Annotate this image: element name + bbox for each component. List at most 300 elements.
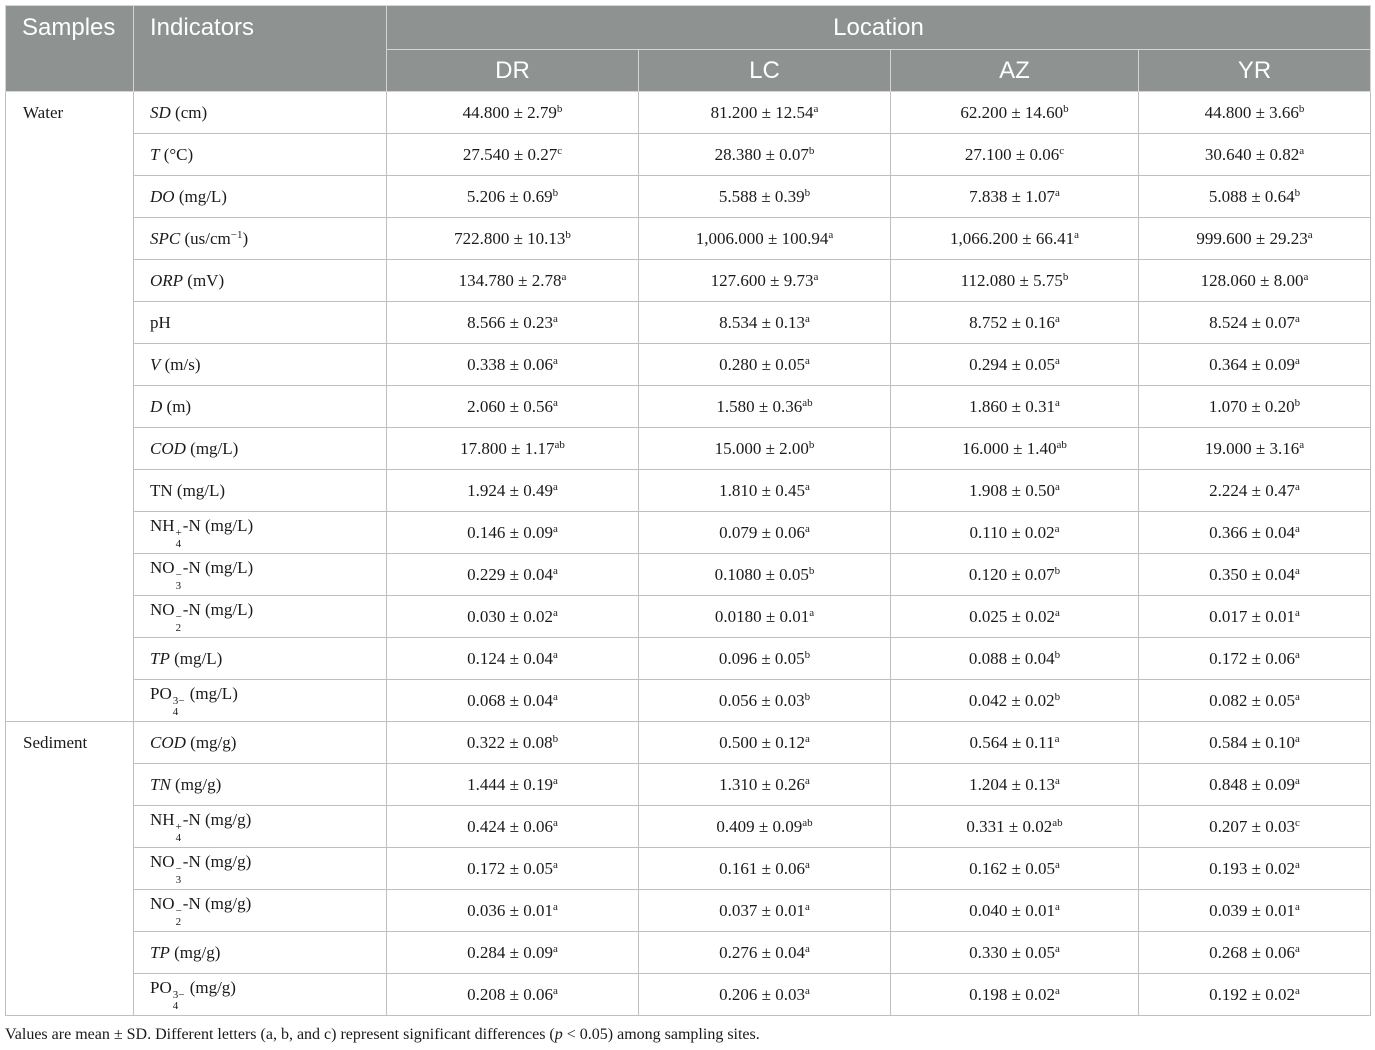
significance-letter: a bbox=[1054, 354, 1060, 367]
table-row bbox=[6, 806, 1371, 848]
data-table bbox=[5, 5, 1371, 1016]
value-mean-sd: 1,006.000 ± 100.94 bbox=[695, 228, 829, 248]
value-cell bbox=[1139, 176, 1371, 218]
value-cell bbox=[1139, 260, 1371, 302]
value-mean-sd: 27.540 ± 0.27 bbox=[462, 144, 558, 164]
indicator-symbol: NH bbox=[150, 515, 175, 535]
value-cell bbox=[639, 344, 891, 386]
value-cell bbox=[891, 176, 1139, 218]
indicator-symbol: T bbox=[150, 144, 160, 164]
value-cell bbox=[387, 764, 639, 806]
significance-letter: b bbox=[804, 648, 811, 661]
indicator-sub: 4 bbox=[175, 831, 182, 844]
value-mean-sd: 0.042 ± 0.02 bbox=[968, 690, 1055, 710]
value-mean-sd: 999.600 ± 29.23 bbox=[1196, 228, 1308, 248]
value-mean-sd: 0.229 ± 0.04 bbox=[467, 564, 553, 584]
table-row bbox=[6, 302, 1371, 344]
value-cell bbox=[387, 218, 639, 260]
significance-letter: a bbox=[804, 942, 810, 955]
indicator-symbol: SD bbox=[150, 102, 171, 122]
value-cell bbox=[1139, 554, 1371, 596]
significance-letter: a bbox=[1294, 648, 1300, 661]
indicator-symbol: NH bbox=[150, 809, 175, 829]
indicator-unit: (mg/g) bbox=[169, 942, 221, 962]
significance-letter: a bbox=[552, 606, 558, 619]
significance-letter: a bbox=[552, 774, 558, 787]
value-mean-sd: 0.030 ± 0.02 bbox=[467, 606, 553, 626]
indicator-cell bbox=[134, 974, 387, 1016]
value-cell bbox=[387, 512, 639, 554]
significance-letter: a bbox=[828, 228, 834, 241]
value-mean-sd: 0.1080 ± 0.05 bbox=[714, 564, 809, 584]
value-cell bbox=[891, 344, 1139, 386]
indicator-symbol: COD bbox=[150, 438, 186, 458]
value-cell bbox=[387, 848, 639, 890]
significance-letter: a bbox=[552, 522, 558, 535]
value-mean-sd: 27.100 ± 0.06 bbox=[964, 144, 1060, 164]
value-mean-sd: 1,066.200 ± 66.41 bbox=[950, 228, 1075, 248]
sample-group-label: Sediment bbox=[6, 722, 134, 1016]
value-mean-sd: 1.444 ± 0.19 bbox=[467, 774, 553, 794]
value-cell bbox=[639, 890, 891, 932]
value-mean-sd: 0.082 ± 0.05 bbox=[1209, 690, 1295, 710]
header-site-yr: YR bbox=[1139, 50, 1371, 92]
value-mean-sd: 5.588 ± 0.39 bbox=[718, 186, 805, 206]
table-row bbox=[6, 218, 1371, 260]
value-cell bbox=[639, 134, 891, 176]
header-indicators: Indicators bbox=[134, 6, 387, 92]
value-mean-sd: 44.800 ± 2.79 bbox=[462, 102, 557, 122]
indicator-sup: + bbox=[175, 526, 182, 539]
table-row bbox=[6, 470, 1371, 512]
indicator-cell bbox=[134, 512, 387, 554]
value-mean-sd: 0.040 ± 0.01 bbox=[969, 900, 1055, 920]
indicator-unit: (mg/L) bbox=[169, 648, 223, 668]
value-cell bbox=[891, 848, 1139, 890]
significance-letter: a bbox=[1294, 984, 1300, 997]
significance-letter: a bbox=[1054, 942, 1060, 955]
value-mean-sd: 0.124 ± 0.04 bbox=[467, 648, 553, 668]
indicator-sub: 4 bbox=[175, 537, 182, 550]
value-cell bbox=[387, 722, 639, 764]
indicator-cell bbox=[134, 134, 387, 176]
significance-letter: a bbox=[1054, 858, 1060, 871]
value-cell bbox=[639, 512, 891, 554]
value-cell bbox=[891, 806, 1139, 848]
significance-letter: a bbox=[804, 354, 810, 367]
value-cell bbox=[891, 428, 1139, 470]
significance-letter: a bbox=[1307, 228, 1313, 241]
value-mean-sd: 0.584 ± 0.10 bbox=[1209, 732, 1295, 752]
value-mean-sd: 8.752 ± 0.16 bbox=[969, 312, 1055, 332]
indicator-sup: − bbox=[175, 568, 182, 581]
value-mean-sd: 28.380 ± 0.07 bbox=[714, 144, 809, 164]
value-mean-sd: 0.350 ± 0.04 bbox=[1209, 564, 1295, 584]
value-mean-sd: 0.096 ± 0.05 bbox=[718, 648, 805, 668]
value-cell bbox=[891, 596, 1139, 638]
value-cell bbox=[639, 302, 891, 344]
value-mean-sd: 1.580 ± 0.36 bbox=[716, 396, 803, 416]
value-mean-sd: 722.800 ± 10.13 bbox=[454, 228, 566, 248]
indicator-symbol: NO bbox=[150, 893, 175, 913]
table-row bbox=[6, 92, 1371, 134]
indicator-sub: 4 bbox=[172, 705, 179, 718]
value-mean-sd: 0.338 ± 0.06 bbox=[467, 354, 553, 374]
indicator-symbol: PO bbox=[150, 977, 172, 997]
indicator-unit: (°C) bbox=[159, 144, 194, 164]
value-cell bbox=[639, 680, 891, 722]
indicator-symbol: TN bbox=[150, 480, 173, 500]
value-mean-sd: 81.200 ± 12.54 bbox=[710, 102, 814, 122]
significance-letter: a bbox=[1294, 690, 1300, 703]
value-mean-sd: 2.060 ± 0.56 bbox=[467, 396, 553, 416]
value-mean-sd: 0.036 ± 0.01 bbox=[467, 900, 553, 920]
significance-letter: ab bbox=[1052, 816, 1063, 829]
header-site-dr: DR bbox=[387, 50, 639, 92]
value-mean-sd: 15.000 ± 2.00 bbox=[714, 438, 809, 458]
indicator-cell bbox=[134, 218, 387, 260]
significance-letter: a bbox=[552, 858, 558, 871]
value-mean-sd: 8.534 ± 0.13 bbox=[719, 312, 805, 332]
value-mean-sd: 0.161 ± 0.06 bbox=[719, 858, 805, 878]
significance-letter: a bbox=[1074, 228, 1079, 241]
significance-letter: a bbox=[1299, 144, 1305, 157]
value-mean-sd: 0.276 ± 0.04 bbox=[719, 942, 805, 962]
significance-letter: a bbox=[1299, 438, 1305, 451]
value-cell bbox=[1139, 680, 1371, 722]
header-location: Location bbox=[387, 6, 1371, 50]
indicator-unit: (mg/g) bbox=[170, 774, 222, 794]
value-mean-sd: 0.172 ± 0.06 bbox=[1209, 648, 1295, 668]
value-cell bbox=[387, 554, 639, 596]
table-row bbox=[6, 680, 1371, 722]
significance-letter: a bbox=[1294, 480, 1300, 493]
table-row bbox=[6, 176, 1371, 218]
value-cell bbox=[387, 302, 639, 344]
table-row bbox=[6, 722, 1371, 764]
table-body bbox=[6, 92, 1371, 1016]
indicator-symbol: pH bbox=[150, 312, 171, 332]
indicator-cell bbox=[134, 848, 387, 890]
value-cell bbox=[891, 554, 1139, 596]
value-mean-sd: 0.068 ± 0.04 bbox=[467, 690, 553, 710]
value-cell bbox=[639, 722, 891, 764]
value-cell bbox=[891, 92, 1139, 134]
indicator-unit: (mg/g) bbox=[185, 977, 236, 997]
indicator-cell bbox=[134, 428, 387, 470]
value-cell bbox=[639, 92, 891, 134]
significance-letter: a bbox=[804, 522, 810, 535]
value-cell bbox=[387, 386, 639, 428]
indicator-sup: − bbox=[175, 904, 182, 917]
table-row bbox=[6, 260, 1371, 302]
value-mean-sd: 0.162 ± 0.05 bbox=[969, 858, 1055, 878]
value-mean-sd: 0.025 ± 0.02 bbox=[969, 606, 1055, 626]
significance-letter: b bbox=[808, 144, 815, 157]
value-mean-sd: 1.908 ± 0.50 bbox=[969, 480, 1055, 500]
value-mean-sd: 62.200 ± 14.60 bbox=[960, 102, 1064, 122]
table-row bbox=[6, 344, 1371, 386]
value-cell bbox=[387, 428, 639, 470]
value-cell bbox=[639, 554, 891, 596]
footnote-text-start: Values are mean ± SD. Different letters (a, b, and c) represent significant differences ( bbox=[5, 1026, 555, 1043]
value-mean-sd: 0.848 ± 0.09 bbox=[1209, 774, 1295, 794]
value-mean-sd: 0.280 ± 0.05 bbox=[719, 354, 805, 374]
indicator-subsup bbox=[176, 864, 182, 886]
table-row bbox=[6, 386, 1371, 428]
value-mean-sd: 0.424 ± 0.06 bbox=[467, 816, 553, 836]
indicator-subsup bbox=[176, 570, 182, 592]
footnote-text-end: < 0.05) among sampling sites. bbox=[562, 1026, 760, 1043]
significance-letter: a bbox=[1294, 522, 1300, 535]
significance-letter: b bbox=[552, 732, 559, 745]
significance-letter: a bbox=[552, 564, 558, 577]
value-mean-sd: 0.330 ± 0.05 bbox=[969, 942, 1055, 962]
value-mean-sd: 8.566 ± 0.23 bbox=[467, 312, 553, 332]
header-site-lc: LC bbox=[639, 50, 891, 92]
indicator-unit: (m) bbox=[162, 396, 192, 416]
value-mean-sd: 0.294 ± 0.05 bbox=[969, 354, 1055, 374]
table-row bbox=[6, 134, 1371, 176]
indicator-unit: -N (mg/L) bbox=[182, 515, 254, 535]
indicator-cell bbox=[134, 932, 387, 974]
indicator-cell bbox=[134, 470, 387, 512]
indicator-subsup bbox=[173, 696, 185, 718]
value-mean-sd: 0.206 ± 0.03 bbox=[719, 984, 805, 1004]
significance-letter: a bbox=[804, 732, 810, 745]
significance-letter: a bbox=[1294, 858, 1300, 871]
table-row bbox=[6, 764, 1371, 806]
header-samples: Samples bbox=[6, 6, 134, 92]
indicator-unit: (cm) bbox=[170, 102, 208, 122]
indicator-subsup bbox=[176, 906, 182, 928]
value-cell bbox=[1139, 344, 1371, 386]
indicator-unit: (m/s) bbox=[160, 354, 201, 374]
significance-letter: a bbox=[552, 396, 558, 409]
value-mean-sd: 127.600 ± 9.73 bbox=[710, 270, 814, 290]
significance-letter: a bbox=[552, 816, 558, 829]
indicator-sup: 3− bbox=[172, 988, 185, 1001]
value-cell bbox=[387, 470, 639, 512]
value-mean-sd: 5.206 ± 0.69 bbox=[466, 186, 553, 206]
footnote bbox=[5, 1026, 760, 1044]
value-cell bbox=[639, 932, 891, 974]
significance-letter: a bbox=[552, 690, 558, 703]
indicator-symbol: V bbox=[150, 354, 161, 374]
table-row bbox=[6, 554, 1371, 596]
significance-letter: a bbox=[1054, 396, 1060, 409]
value-cell bbox=[891, 890, 1139, 932]
significance-letter: b bbox=[552, 186, 559, 199]
value-mean-sd: 0.331 ± 0.02 bbox=[966, 816, 1053, 836]
indicator-unit: (mg/L) bbox=[174, 186, 227, 206]
significance-letter: a bbox=[552, 648, 558, 661]
significance-letter: a bbox=[1294, 900, 1300, 913]
value-cell bbox=[387, 638, 639, 680]
value-mean-sd: 1.860 ± 0.31 bbox=[969, 396, 1055, 416]
significance-letter: a bbox=[1054, 984, 1060, 997]
indicator-symbol: COD bbox=[150, 732, 186, 752]
table-row bbox=[6, 428, 1371, 470]
value-mean-sd: 16.000 ± 1.40 bbox=[962, 438, 1057, 458]
value-cell bbox=[1139, 932, 1371, 974]
value-cell bbox=[639, 638, 891, 680]
value-cell bbox=[891, 218, 1139, 260]
indicator-cell bbox=[134, 638, 387, 680]
header-site-az: AZ bbox=[891, 50, 1139, 92]
indicator-sub: 2 bbox=[175, 915, 182, 928]
significance-letter: b bbox=[808, 564, 815, 577]
value-mean-sd: 0.0180 ± 0.01 bbox=[714, 606, 810, 626]
value-mean-sd: 0.366 ± 0.04 bbox=[1209, 522, 1295, 542]
significance-letter: a bbox=[813, 270, 819, 283]
indicator-cell bbox=[134, 260, 387, 302]
indicator-unit: (mg/L) bbox=[185, 438, 239, 458]
significance-letter: a bbox=[1054, 606, 1060, 619]
significance-letter: a bbox=[561, 270, 567, 283]
significance-letter: b bbox=[1298, 102, 1305, 115]
indicator-cell bbox=[134, 344, 387, 386]
value-mean-sd: 0.037 ± 0.01 bbox=[719, 900, 805, 920]
significance-letter: c bbox=[1294, 816, 1300, 829]
significance-letter: ab bbox=[1056, 438, 1067, 451]
significance-letter: ab bbox=[554, 438, 565, 451]
value-cell bbox=[387, 596, 639, 638]
indicator-cell bbox=[134, 176, 387, 218]
indicator-symbol: NO bbox=[150, 599, 175, 619]
value-cell bbox=[387, 344, 639, 386]
significance-letter: a bbox=[1294, 942, 1300, 955]
value-cell bbox=[891, 722, 1139, 764]
indicator-unit: (us/cm bbox=[180, 228, 231, 248]
significance-letter: a bbox=[804, 900, 810, 913]
value-mean-sd: 0.284 ± 0.09 bbox=[467, 942, 553, 962]
significance-letter: a bbox=[804, 858, 810, 871]
significance-letter: b bbox=[1294, 186, 1301, 199]
value-mean-sd: 0.088 ± 0.04 bbox=[968, 648, 1055, 668]
significance-letter: a bbox=[804, 480, 810, 493]
indicator-unit: -N (mg/L) bbox=[182, 557, 254, 577]
significance-letter: a bbox=[1054, 900, 1060, 913]
value-mean-sd: 0.500 ± 0.12 bbox=[719, 732, 805, 752]
significance-letter: ab bbox=[802, 396, 813, 409]
indicator-unit: -N (mg/g) bbox=[182, 809, 252, 829]
value-mean-sd: 2.224 ± 0.47 bbox=[1209, 480, 1295, 500]
significance-letter: a bbox=[1054, 312, 1060, 325]
value-cell bbox=[1139, 512, 1371, 554]
table-row bbox=[6, 932, 1371, 974]
indicator-unit: -N (mg/g) bbox=[182, 851, 252, 871]
significance-letter: a bbox=[1294, 732, 1300, 745]
value-cell bbox=[891, 932, 1139, 974]
value-mean-sd: 134.780 ± 2.78 bbox=[458, 270, 562, 290]
significance-letter: a bbox=[1054, 522, 1060, 535]
value-cell bbox=[387, 932, 639, 974]
significance-letter: b bbox=[808, 438, 815, 451]
value-mean-sd: 17.800 ± 1.17 bbox=[460, 438, 555, 458]
indicator-symbol: DO bbox=[150, 186, 175, 206]
table-row bbox=[6, 848, 1371, 890]
value-mean-sd: 0.172 ± 0.05 bbox=[467, 858, 553, 878]
indicator-symbol: TP bbox=[150, 942, 170, 962]
value-cell bbox=[891, 974, 1139, 1016]
value-mean-sd: 8.524 ± 0.07 bbox=[1209, 312, 1295, 332]
value-cell bbox=[387, 806, 639, 848]
indicator-cell bbox=[134, 302, 387, 344]
indicator-cell bbox=[134, 806, 387, 848]
indicator-unit: (mg/L) bbox=[185, 683, 238, 703]
value-cell bbox=[891, 302, 1139, 344]
value-cell bbox=[1139, 806, 1371, 848]
value-cell bbox=[639, 806, 891, 848]
significance-letter: a bbox=[552, 354, 558, 367]
value-cell bbox=[1139, 470, 1371, 512]
value-cell bbox=[1139, 218, 1371, 260]
indicator-sup: 3− bbox=[172, 694, 185, 707]
indicator-cell bbox=[134, 722, 387, 764]
footnote-p: p bbox=[554, 1026, 563, 1043]
value-mean-sd: 0.322 ± 0.08 bbox=[466, 732, 553, 752]
indicator-unit: -N (mg/g) bbox=[182, 893, 252, 913]
indicator-sub: 3 bbox=[175, 579, 182, 592]
significance-letter: a bbox=[552, 480, 558, 493]
value-mean-sd: 0.564 ± 0.11 bbox=[969, 732, 1055, 752]
sample-group-label: Water bbox=[6, 92, 134, 722]
significance-letter: a bbox=[1294, 312, 1300, 325]
value-mean-sd: 0.146 ± 0.09 bbox=[467, 522, 553, 542]
value-mean-sd: 0.192 ± 0.02 bbox=[1209, 984, 1295, 1004]
value-mean-sd: 0.208 ± 0.06 bbox=[467, 984, 553, 1004]
value-cell bbox=[387, 260, 639, 302]
value-mean-sd: 0.409 ± 0.09 bbox=[716, 816, 803, 836]
value-mean-sd: 128.060 ± 8.00 bbox=[1200, 270, 1304, 290]
significance-letter: ab bbox=[802, 816, 813, 829]
significance-letter: b bbox=[804, 186, 811, 199]
value-cell bbox=[639, 596, 891, 638]
indicator-unit-end: ) bbox=[242, 228, 249, 248]
indicator-sup: − bbox=[175, 610, 182, 623]
indicator-unit: (mg/g) bbox=[185, 732, 237, 752]
significance-letter: b bbox=[1294, 396, 1301, 409]
significance-letter: c bbox=[1059, 144, 1065, 157]
indicator-sub: 2 bbox=[175, 621, 182, 634]
indicator-unit: (mg/L) bbox=[172, 480, 226, 500]
value-cell bbox=[387, 974, 639, 1016]
value-cell bbox=[1139, 428, 1371, 470]
significance-letter: b bbox=[804, 690, 811, 703]
significance-letter: b bbox=[565, 228, 571, 241]
indicator-unit-exponent: −1 bbox=[230, 228, 243, 241]
value-mean-sd: 0.364 ± 0.09 bbox=[1209, 354, 1295, 374]
significance-letter: a bbox=[804, 774, 810, 787]
significance-letter: a bbox=[1303, 270, 1309, 283]
value-cell bbox=[891, 260, 1139, 302]
indicator-subsup bbox=[176, 822, 182, 844]
value-mean-sd: 30.640 ± 0.82 bbox=[1204, 144, 1300, 164]
value-cell bbox=[1139, 638, 1371, 680]
indicator-subsup bbox=[173, 990, 185, 1012]
indicator-cell bbox=[134, 386, 387, 428]
indicator-sub: 4 bbox=[172, 999, 179, 1012]
value-mean-sd: 44.800 ± 3.66 bbox=[1204, 102, 1299, 122]
significance-letter: a bbox=[552, 942, 558, 955]
value-cell bbox=[891, 512, 1139, 554]
value-cell bbox=[387, 176, 639, 218]
significance-letter: b bbox=[1054, 648, 1061, 661]
value-mean-sd: 1.810 ± 0.45 bbox=[719, 480, 805, 500]
value-mean-sd: 1.204 ± 0.13 bbox=[969, 774, 1055, 794]
significance-letter: b bbox=[1054, 564, 1061, 577]
